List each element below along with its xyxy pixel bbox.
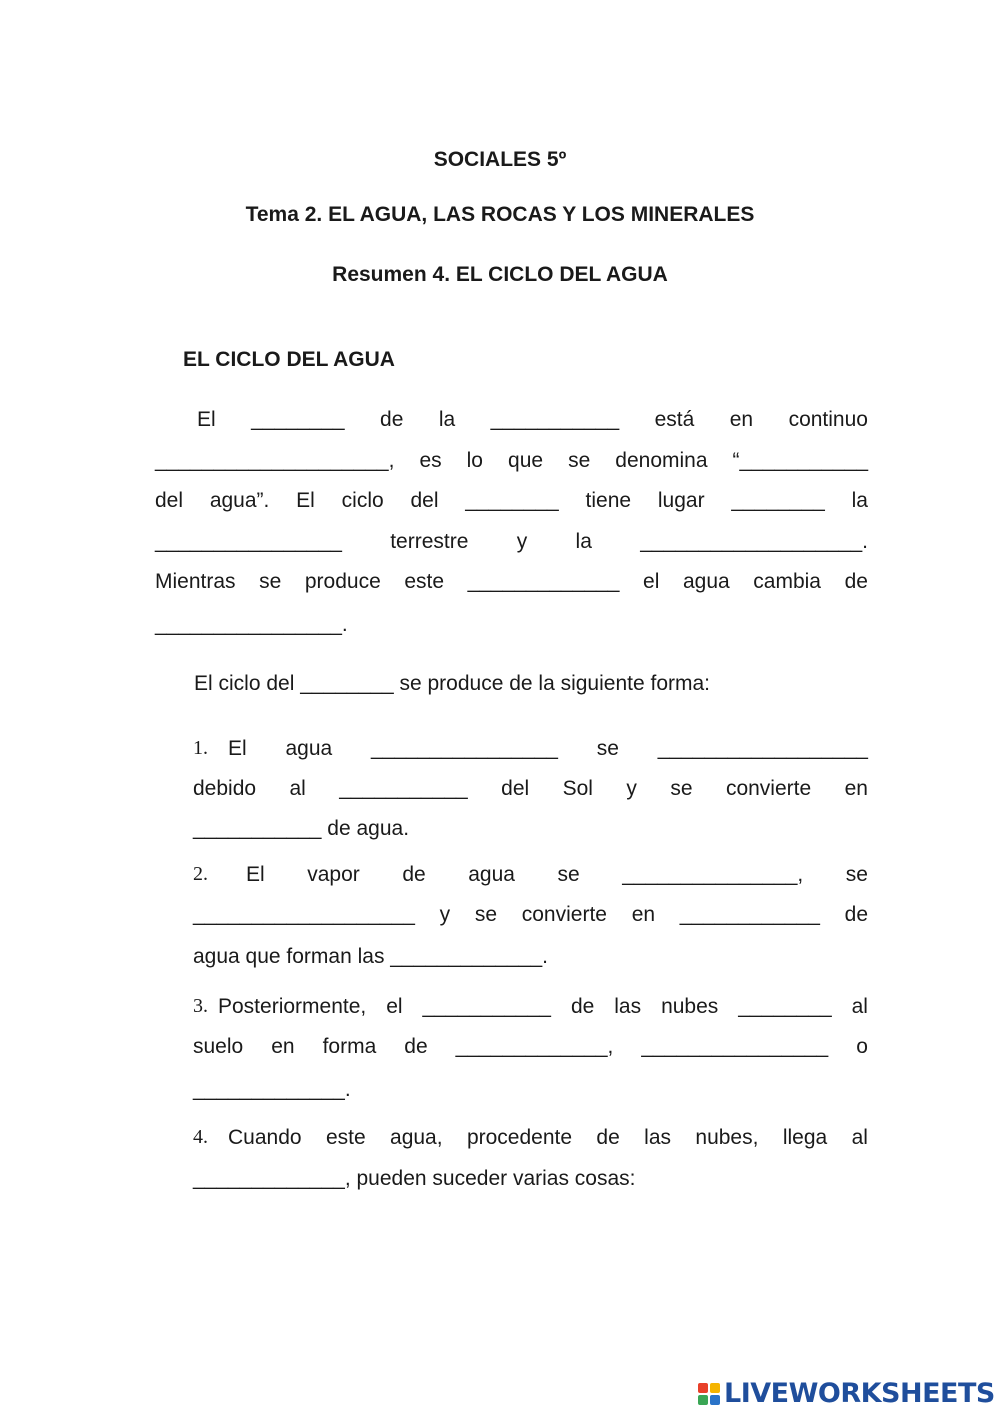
word: las [644,1126,672,1149]
word[interactable]: ___________ [422,995,551,1018]
step1-line-2 [193,777,868,801]
step4-line-1-words [228,1126,868,1150]
word[interactable]: ________________ [641,1035,829,1058]
word: debido [193,777,257,800]
word: El [246,863,265,886]
p1-line-2 [155,449,868,473]
word: Sol [562,777,593,800]
word[interactable]: ___________________. [640,530,868,553]
p1-line-1 [197,408,868,432]
word: el [643,570,660,593]
word[interactable]: ____________________, [155,449,395,472]
word: es [419,449,442,472]
word: al [851,995,868,1018]
word: llega [782,1126,828,1149]
word[interactable]: _____________ [467,570,620,593]
step2-line-3 [193,945,548,969]
step1-line-3-text: ___________ de agua. [193,817,410,840]
section-heading: EL CICLO DEL AGUA [183,348,395,371]
word: continuo [788,408,868,431]
word[interactable]: ________ [251,408,345,431]
word: del [155,489,184,512]
word: lugar [657,489,705,512]
word[interactable]: _______________, [622,863,804,886]
word: El [197,408,216,431]
step2-line-1 [193,863,868,887]
word[interactable]: “___________ [732,449,868,472]
word: procedente [466,1126,573,1149]
word: al [289,777,306,800]
word: este [325,1126,366,1149]
word: agua”. [209,489,270,512]
word: se [568,449,591,472]
word: que [508,449,544,472]
word: Cuando [228,1126,302,1149]
word: la [851,489,868,512]
word: se [557,863,580,886]
step2-line-1-words [246,863,868,887]
intro-text: El ciclo del ________ se produce de la siguiente forma: [194,672,710,695]
word: y [516,530,528,553]
word: convierte [521,903,607,926]
p1-line-4 [155,530,868,554]
word: vapor [307,863,360,886]
word: ciclo [341,489,384,512]
word: está [654,408,695,431]
word: de [402,863,426,886]
word: al [851,1126,868,1149]
word: tiene [585,489,632,512]
word: nubes [661,995,719,1018]
step2-line-2 [193,903,868,927]
word[interactable]: ________ [731,489,825,512]
word: este [404,570,445,593]
step4-line-1 [193,1126,868,1150]
word: en [631,903,656,926]
liveworksheets-logo-icon [698,1383,720,1405]
word: se [474,903,498,926]
step3-line-1 [193,995,868,1019]
subject-title: SOCIALES 5º [433,148,567,171]
word[interactable]: ________________ [155,530,342,553]
step1-number: 1. [193,737,208,759]
word: o [856,1035,868,1058]
step1-line-1 [193,737,868,761]
word[interactable]: ____________ [679,903,820,926]
word: de [570,995,595,1018]
liveworksheets-logo-text: LIVEWORKSHEETS [724,1378,995,1409]
step1-line-3 [193,817,409,841]
word: en [271,1035,295,1058]
word: lo [466,449,483,472]
summary-title: Resumen 4. EL CICLO DEL AGUA [332,263,668,286]
step3-line-1-words [218,995,868,1019]
word: El [228,737,247,760]
word: del [501,777,530,800]
word[interactable]: ________________. [155,613,348,636]
word: Mientras [155,570,236,593]
p1-line-5 [155,570,868,594]
word: y [626,777,637,800]
word: y [439,903,451,926]
word[interactable]: _____________, [455,1035,614,1058]
word: cambia [753,570,821,593]
word: en [729,408,754,431]
word: la [438,408,456,431]
word: agua, [390,1126,443,1149]
word: agua [682,570,730,593]
step1-line-1-words [228,737,868,761]
word: agua [285,737,333,760]
word[interactable]: __________________ [657,737,868,760]
word[interactable]: ___________ [339,777,468,800]
word: suelo [193,1035,244,1058]
word: se [596,737,619,760]
step3-line-3-text: _____________. [193,1078,351,1101]
step3-number: 3. [193,995,208,1017]
word: se [670,777,693,800]
word[interactable]: ___________ [490,408,620,431]
word: de [380,408,404,431]
topic-title: Tema 2. EL AGUA, LAS ROCAS Y LOS MINERALES [245,203,755,226]
word: nubes, [695,1126,759,1149]
intro-line [194,672,710,696]
word: de [404,1035,428,1058]
word: de [844,570,868,593]
word: Posteriormente, [218,995,367,1018]
word[interactable]: ________ [738,995,832,1018]
word: del [410,489,439,512]
word: terrestre [390,530,469,553]
word: el [386,995,403,1018]
step2-number: 2. [193,863,208,885]
word: se [259,570,282,593]
word: agua [468,863,515,886]
word: se [845,863,868,886]
word[interactable]: ________________ [371,737,558,760]
word[interactable]: ________ [465,489,559,512]
word: en [844,777,868,800]
word: las [614,995,642,1018]
step2-line-3-text: agua que forman las _____________. [193,945,548,968]
word: de [596,1126,620,1149]
p1-line-6 [155,613,868,637]
p1-line-3 [155,489,868,513]
step4-line-2-text: _____________, pueden suceder varias cosas: [193,1167,636,1190]
word: El [296,489,315,512]
word[interactable]: ___________________ [193,903,415,926]
word: forma [322,1035,377,1058]
step3-line-3 [193,1078,351,1102]
word: produce [304,570,381,593]
word: denomina [615,449,708,472]
word: la [575,530,592,553]
word: de [844,903,868,926]
word: convierte [725,777,812,800]
liveworksheets-logo [698,1378,995,1409]
step3-line-2 [193,1035,868,1059]
step4-line-2 [193,1167,636,1191]
step4-number: 4. [193,1126,208,1148]
